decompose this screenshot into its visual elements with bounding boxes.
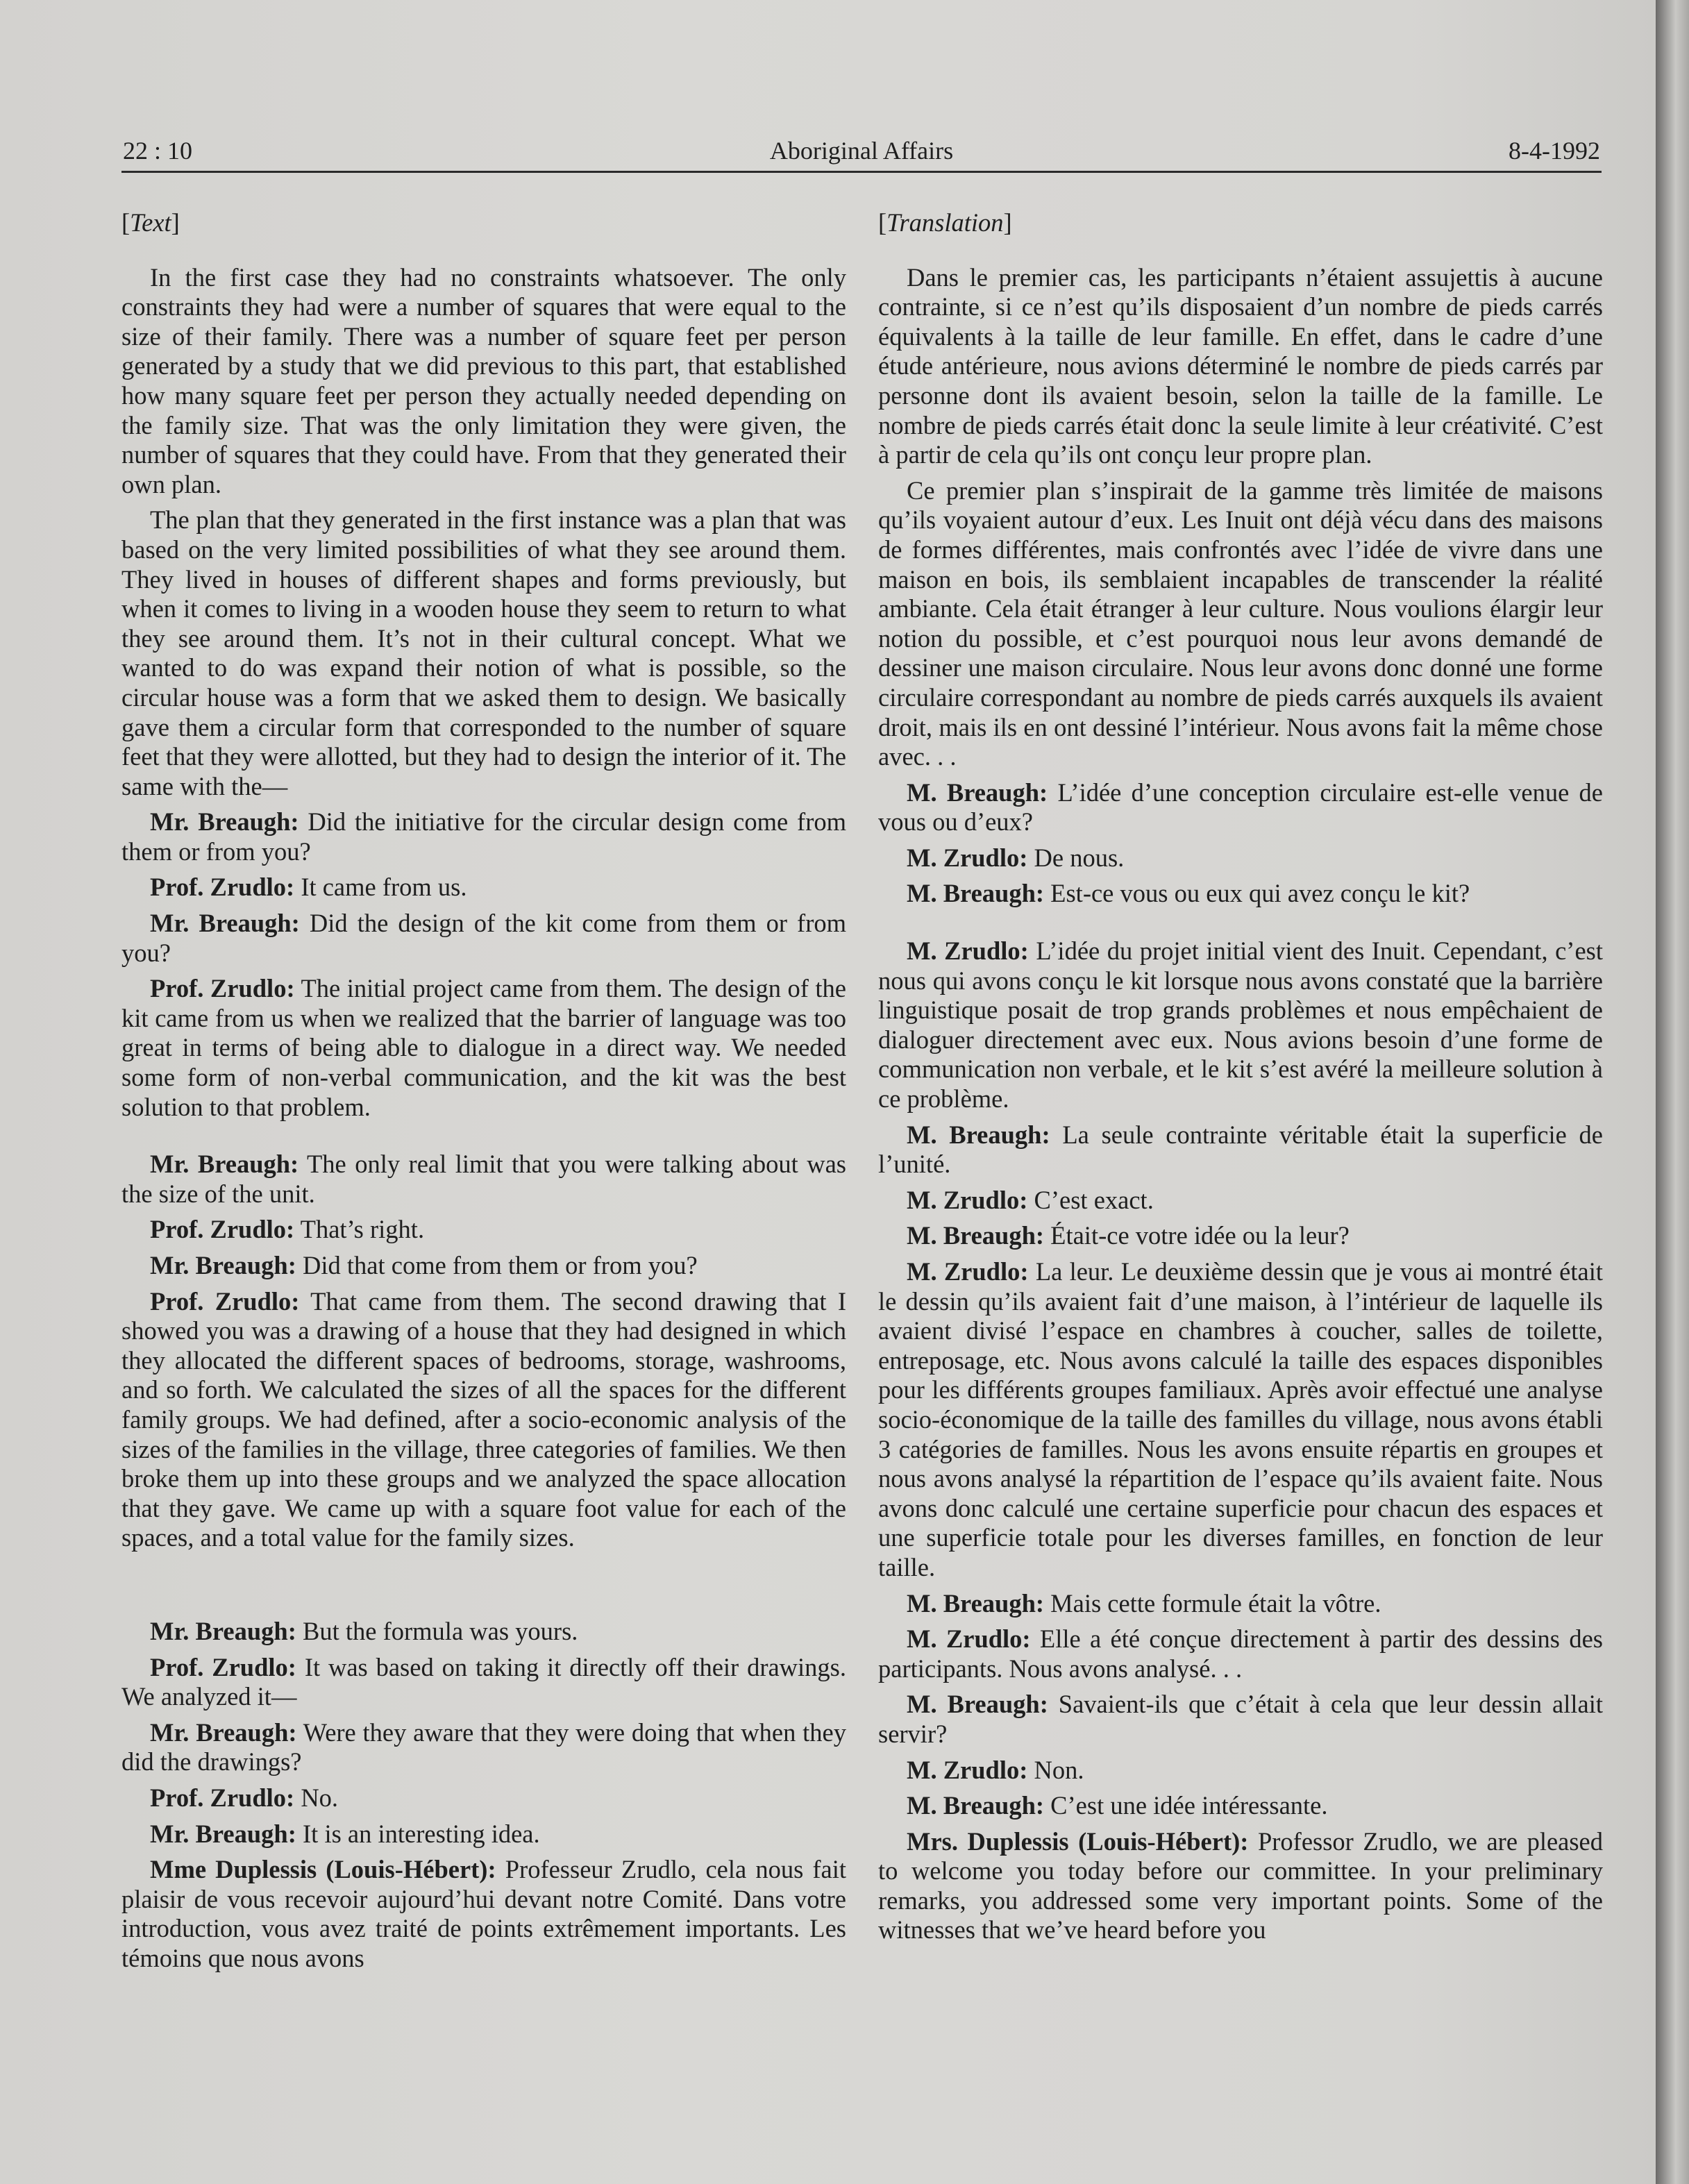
paragraph: M. Zrudlo: L’idée du projet initial vient des Inuit. Cependant, c’est nous qui avons conçu le kit lorsque nous avons constaté que la barrière linguistique posait de trop grands problèmes et nous empêchaient de dialoguer directement avec eux. Nous avions besoin d’une forme de communication non verbale, et le kit s’est avéré la meilleure solution à ce problème.: [878, 936, 1603, 1114]
paragraph: Mme Duplessis (Louis-Hébert): Professeur Zrudlo, cela nous fait plaisir de vous recevoir aujourd’hui devant notre Comité. Dans votre introduction, vous avez traité de points extrêmement importants. Les témoins que nous avons: [121, 1855, 847, 1972]
paragraph: M. Zrudlo: La leur. Le deuxième dessin que je vous ai montré était le dessin qu’ils avaient fait d’une maison, à l’intérieur de laquelle ils avaient divisé l’espace en chambres à coucher, salles de toilette, entreposage, etc. Nous avons calculé la taille des espaces disponibles pour les différents groupes familiaux. Après avoir effectué une analyse socio-économique de la taille des familles du village, nous avons établi 3 catégories de familles. Nous les avons ensuite répartis en groupes et nous avons analysé la répartition de l’espace qu’ils avaient faite. Nous avons donc calculé une certaine superficie pour chacun des espaces et une superficie totale pour les diverses familles, en fonction de leur taille.: [878, 1257, 1603, 1581]
paragraph: Mr. Breaugh: Were they aware that they were doing that when they did the drawings?: [121, 1717, 846, 1776]
paragraph: In the first case they had no constraints whatsoever. The only constraints they had were a number of squares that were equal to the size of their family. There was a number of square feet per person generated by a study that we did previous to this part, that established how many square feet per person they actually needed depending on the family size. That was the only limitation they were given, the number of squares that they could have. From that they generated their own plan.: [121, 262, 846, 498]
paragraph: Mr. Breaugh: It is an interesting idea.: [150, 1819, 540, 1848]
paragraph: M. Zrudlo: C’est exact.: [907, 1185, 1154, 1214]
paragraph: Prof. Zrudlo: That’s right.: [150, 1215, 425, 1244]
paragraph: Mr. Breaugh: Did the initiative for the circular design come from them or from you?: [121, 807, 846, 866]
column-tag: [Translation]: [878, 208, 1012, 237]
paragraph: Mr. Breaugh: Did that come from them or from you?: [150, 1251, 698, 1279]
paragraph: Prof. Zrudlo: That came from them. The second drawing that I showed you was a drawing of a house that they had designed in which they allocated the different spaces of bedrooms, storage, washrooms, and so forth. We calculated the sizes of all the spaces for the different family groups. We had defined, after a socio-economic analysis of the sizes of the families in the village, three categories of families. We then broke them up into these groups and we analyzed the space allocation that they gave. We came up with a square foot value for each of the spaces, and a total value for the family sizes.: [121, 1286, 847, 1552]
paragraph: M. Breaugh: C’est une idée intéressante.: [907, 1791, 1328, 1820]
paragraph: Prof. Zrudlo: The initial project came from them. The design of the kit came from us when we realized that the barrier of language was too great in terms of being able to dialogue in a direct way. We needed some form of non-verbal communication, and the kit was the best solution to that problem.: [121, 974, 847, 1121]
paragraph: M. Breaugh: L’idée d’une conception circulaire est-elle venue de vous ou d’eux?: [878, 778, 1603, 837]
paragraph: Mr. Breaugh: The only real limit that you were talking about was the size of the unit.: [121, 1150, 846, 1208]
paragraph: M. Breaugh: La seule contrainte véritable était la superficie de l’unité.: [878, 1120, 1603, 1179]
paragraph: Prof. Zrudlo: It was based on taking it directly off their drawings. We analyzed it—: [121, 1652, 847, 1711]
paragraph: Prof. Zrudlo: It came from us.: [150, 873, 467, 902]
page-binding-edge: [1656, 0, 1689, 2184]
publication-title: Aboriginal Affairs: [769, 137, 954, 165]
paragraph: Mr. Breaugh: Did the design of the kit come from them or from you?: [121, 909, 846, 967]
paragraph: Ce premier plan s’inspirait de la gamme très limitée de maisons qu’ils voyaient autour d’eux. Les Inuit ont déjà vécu dans des maisons de formes différentes, mais confrontés avec l’idée de vivre dans une maison en bois, ils semblaient incapables de transcender la réalité ambiante. Cela était étranger à leur culture. Nous voulions élargir leur notion du possible, et c’est pourquoi nous leur avons demandé de dessiner une maison circulaire. Nous leur avons donc donné une forme circulaire correspondant au nombre de pieds carrés auxquels ils avaient droit, mais ils en ont dessiné l’intérieur. Nous avons fait la même chose avec. . .: [878, 476, 1603, 771]
paragraph: Mrs. Duplessis (Louis-Hébert): Professor Zrudlo, we are pleased to welcome you today before our committee. In your preliminary remarks, you addressed some very important points. Some of the witnesses that we’ve heard before you: [878, 1826, 1604, 1944]
paragraph: Prof. Zrudlo: No.: [150, 1783, 339, 1812]
paragraph: Mr. Breaugh: But the formula was yours.: [150, 1616, 578, 1645]
paragraph: M. Breaugh: Est-ce vous ou eux qui avez conçu le kit?: [907, 879, 1470, 908]
paragraph: M. Zrudlo: Non.: [907, 1755, 1084, 1784]
column-tag: [Text]: [121, 208, 180, 237]
paragraph: Dans le premier cas, les participants n’étaient assujettis à aucune contrainte, si ce n’est qu’ils disposaient d’un nombre de pieds carrés équivalents à la taille de leur famille. En effet, dans le cadre d’une étude antérieure, nous avions déterminé le nombre de pieds carrés par personne dont ils avaient besoin, selon la taille de la famille. Le nombre de pieds carrés était donc la seule limite à leur créativité. C’est à partir de cela qu’ils ont conçu leur propre plan.: [878, 262, 1603, 469]
paragraph: M. Zrudlo: Elle a été conçue directement à partir des dessins des participants. Nous avons analysé. . .: [878, 1624, 1603, 1683]
paragraph: M. Breaugh: Était-ce votre idée ou la leur?: [907, 1221, 1350, 1250]
running-header: [121, 132, 1602, 173]
page-reference: 22 : 10: [123, 137, 193, 165]
french-column: [878, 208, 1603, 1951]
paragraph: M. Zrudlo: De nous.: [907, 843, 1125, 872]
paragraph: M. Breaugh: Mais cette formule était la vôtre.: [907, 1588, 1381, 1618]
session-date: 8-4-1992: [1509, 137, 1600, 165]
paragraph: M. Breaugh: Savaient-ils que c’était à cela que leur dessin allait servir?: [878, 1690, 1603, 1748]
paragraph: The plan that they generated in the first instance was a plan that was based on the very limited possibilities of what they see around them. They lived in houses of different shapes and forms previously, but when it comes to living in a wooden house they seem to return to what they see around them. It’s not in their cultural concept. What we wanted to do was expand their notion of what is possible, so the circular house was a form that we asked them to design. We basically gave them a circular form that corresponded to the number of square feet that they were allotted, but they had to design the interior of it. The same with the—: [121, 505, 846, 800]
english-column: [121, 208, 846, 1979]
